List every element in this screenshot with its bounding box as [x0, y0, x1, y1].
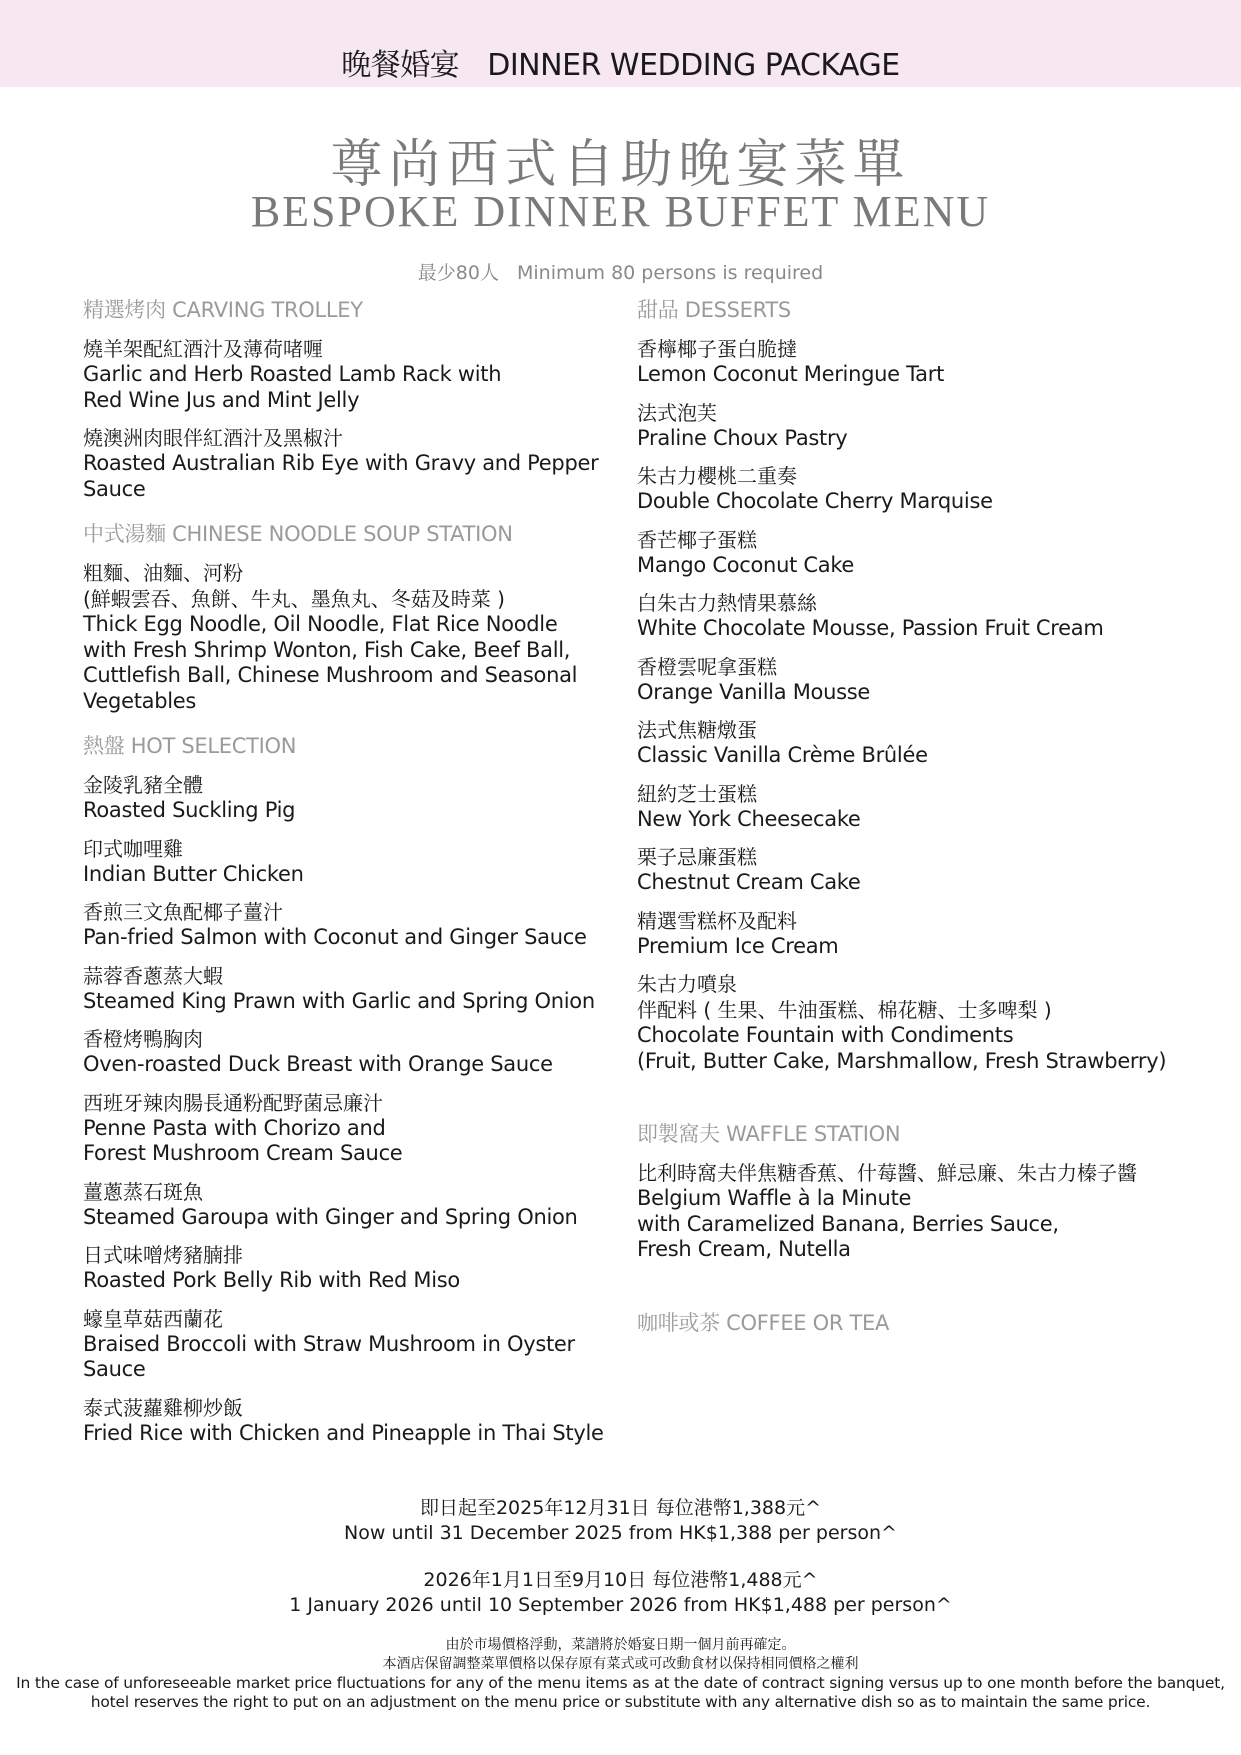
menu-item	[83, 1242, 623, 1294]
menu-item	[83, 1090, 623, 1167]
menu-item	[83, 336, 623, 413]
menu-item	[637, 527, 1207, 579]
menu-item-zh: 燒羊架配紅酒汁及薄荷啫喱	[83, 337, 323, 361]
package-title	[0, 40, 1241, 84]
menu-item	[83, 899, 623, 951]
menu-title-zh: 尊尚西式自助晚宴菜單	[330, 135, 911, 195]
menu-item	[83, 1179, 623, 1231]
menu-item-zh: 燒澳洲肉眼伴紅酒汁及黑椒汁	[83, 426, 343, 450]
menu-item-en: Roasted Australian Rib Eye with Gravy and Pepper Sauce	[83, 451, 599, 501]
menu-item-zh: 香芒椰子蛋糕	[637, 527, 757, 552]
waffle-heading: 即製窩夫 WAFFLE STATION	[637, 1122, 901, 1146]
menu-item	[83, 772, 623, 824]
menu-item	[637, 590, 1207, 642]
menu-item-en: Pan-fried Salmon with Coconut and Ginger Sauce	[83, 925, 587, 949]
menu-item	[637, 336, 1207, 388]
minimum-en: Minimum 80 persons is required	[516, 262, 824, 284]
menu-item-zh: 蒜蓉香蔥蒸大蝦	[83, 963, 223, 988]
menu-item-zh: 白朱古力熱情果慕絲	[637, 591, 817, 615]
menu-item-zh: 西班牙辣肉腸長通粉配野菌忌廉汁	[83, 1090, 383, 1115]
desserts-heading: 甜品 DESSERTS	[637, 298, 791, 322]
menu-item-zh: 精選雪糕杯及配料	[637, 908, 797, 933]
footer-notes	[0, 1636, 1241, 1712]
carving-heading: 精選烤肉 CARVING TROLLEY	[83, 298, 363, 322]
price-2-en: 1 January 2026 until 10 September 2026 from HK$1,488 per person^	[289, 1594, 952, 1616]
menu-item-zh: 印式咖哩雞	[83, 836, 183, 861]
menu-item	[637, 717, 1207, 769]
menu-item	[83, 836, 623, 888]
price-section	[0, 1496, 1241, 1640]
menu-item-zh: 朱古力櫻桃二重奏	[637, 464, 797, 488]
menu-item	[637, 781, 1207, 833]
menu-item	[637, 908, 1207, 960]
menu-item-en: Steamed King Prawn with Garlic and Spring Onion	[83, 988, 595, 1013]
menu-item-zh: 泰式菠蘿雞柳炒飯	[83, 1395, 243, 1420]
menu-item	[637, 463, 1207, 515]
menu-item-en: Roasted Pork Belly Rib with Red Miso	[83, 1268, 460, 1292]
menu-item	[637, 971, 1207, 1074]
menu-item-en: Double Chocolate Cherry Marquise	[637, 489, 993, 513]
menu-item	[83, 963, 623, 1015]
hot-selection-heading: 熱盤 HOT SELECTION	[83, 734, 297, 758]
menu-item-en: Garlic and Herb Roasted Lamb Rack with Red Wine Jus and Mint Jelly	[83, 362, 502, 412]
menu-item-en: Thick Egg Noodle, Oil Noodle, Flat Rice Noodle with Fresh Shrimp Wonton, Fish Cake, Beef Ball, Cuttlefish Ball, Chinese Mushroom and Seasonal Vegetables	[83, 612, 578, 713]
menu-item-en: Classic Vanilla Crème Brûlée	[637, 743, 928, 767]
menu-item-zh: 蠔皇草菇西蘭花	[83, 1306, 223, 1331]
menu-item-en: Braised Broccoli with Straw Mushroom in Oyster Sauce	[83, 1331, 575, 1381]
menu-item-en: Steamed Garoupa with Ginger and Spring Onion	[83, 1204, 578, 1229]
footer-note-en-2: hotel reserves the right to put on an adjustment on the menu price or substitute with any alternative dish so as to maintain the same price.	[90, 1693, 1151, 1711]
menu-item-zh: 比利時窩夫伴焦糖香蕉、什莓醬、鮮忌廉、朱古力榛子醬	[637, 1161, 1137, 1185]
menu-item-zh: 金陵乳豬全體	[83, 773, 203, 797]
menu-item-zh: 日式味噌烤豬腩排	[83, 1243, 243, 1267]
menu-item-en: Oven-roasted Duck Breast with Orange Sauce	[83, 1052, 553, 1076]
menu-item-zh: 香煎三文魚配椰子薑汁	[83, 900, 283, 924]
menu-item-zh: 法式焦糖燉蛋	[637, 718, 757, 742]
left-menu-column	[83, 296, 623, 1458]
menu-item-en: Indian Butter Chicken	[83, 861, 304, 886]
menu-item	[637, 1160, 1207, 1263]
menu-item-en: Praline Choux Pastry	[637, 425, 848, 450]
footer-note-en-1: In the case of unforeseeable market price fluctuations for any of the menu items as at the date of contract signing versus up to one month before the banquet,	[16, 1674, 1225, 1692]
price-1-en: Now until 31 December 2025 from HK$1,388 per person^	[344, 1522, 897, 1544]
price-period-1	[0, 1496, 1241, 1546]
menu-item	[83, 560, 623, 714]
menu-item-zh: 薑蔥蒸石斑魚	[83, 1179, 203, 1204]
menu-title-en: BESPOKE DINNER BUFFET MENU	[250, 187, 991, 236]
menu-item	[637, 844, 1207, 896]
menu-item-en: New York Cheesecake	[637, 806, 861, 831]
package-title-en: DINNER WEDDING PACKAGE	[487, 48, 900, 83]
menu-item-zh: 朱古力噴泉 伴配料 ( 生果、牛油蛋糕、棉花糖、士多啤梨 )	[637, 972, 1052, 1022]
menu-item	[83, 1306, 623, 1383]
menu-item-en: White Chocolate Mousse, Passion Fruit Cream	[637, 616, 1104, 640]
footer-note-zh-2: 本酒店保留調整菜單價格以保存原有菜式或可改動食材以保持相同價格之權利	[382, 1656, 859, 1672]
minimum-guests-note	[0, 258, 1241, 285]
minimum-zh: 最少80人	[417, 262, 499, 284]
menu-item	[637, 654, 1207, 706]
menu-item-en: Mango Coconut Cake	[637, 552, 855, 577]
footer-note-zh-1: 由於市場價格浮動，菜譜將於婚宴日期一個月前再確定。	[445, 1637, 796, 1653]
price-2-zh: 2026年1月1日至9月10日 每位港幣1,488元^	[423, 1569, 818, 1591]
menu-item	[83, 425, 623, 502]
menu-item-en: Roasted Suckling Pig	[83, 798, 296, 822]
menu-item-zh: 栗子忌廉蛋糕	[637, 845, 757, 869]
menu-item-en: Orange Vanilla Mousse	[637, 679, 871, 704]
right-menu-column	[637, 296, 1207, 1349]
menu-item-en: Lemon Coconut Meringue Tart	[637, 362, 945, 386]
menu-item-en: Premium Ice Cream	[637, 933, 839, 958]
menu-item-en: Penne Pasta with Chorizo and Forest Mushroom Cream Sauce	[83, 1115, 403, 1165]
menu-item-en: Chestnut Cream Cake	[637, 870, 861, 894]
menu-item-en: Belgium Waffle à la Minute with Caramelized Banana, Berries Sauce, Fresh Cream, Nutella	[637, 1186, 1059, 1261]
package-title-zh: 晚餐婚宴	[341, 48, 460, 83]
menu-item-zh: 香橙雲呢拿蛋糕	[637, 654, 777, 679]
menu-item	[637, 400, 1207, 452]
menu-item-zh: 紐約芝士蛋糕	[637, 781, 757, 806]
menu-item-zh: 粗麵、油麵、河粉 (鮮蝦雲吞、魚餅、牛丸、墨魚丸、冬菇及時菜 )	[83, 561, 505, 611]
menu-item-zh: 法式泡芙	[637, 400, 717, 425]
menu-item-en: Fried Rice with Chicken and Pineapple in Thai Style	[83, 1420, 604, 1445]
coffee-tea-heading: 咖啡或茶 COFFEE OR TEA	[637, 1310, 890, 1335]
menu-item-zh: 香檸椰子蛋白脆撻	[637, 337, 797, 361]
noodle-heading: 中式湯麵 CHINESE NOODLE SOUP STATION	[83, 522, 513, 546]
menu-item-en: Chocolate Fountain with Condiments (Fruit, Butter Cake, Marshmallow, Fresh Strawberry)	[637, 1023, 1167, 1073]
menu-item-zh: 香橙烤鴨胸肉	[83, 1027, 203, 1051]
price-period-2	[0, 1568, 1241, 1618]
price-1-zh: 即日起至2025年12月31日 每位港幣1,388元^	[419, 1497, 822, 1519]
menu-item	[83, 1395, 623, 1447]
menu-item	[83, 1026, 623, 1078]
